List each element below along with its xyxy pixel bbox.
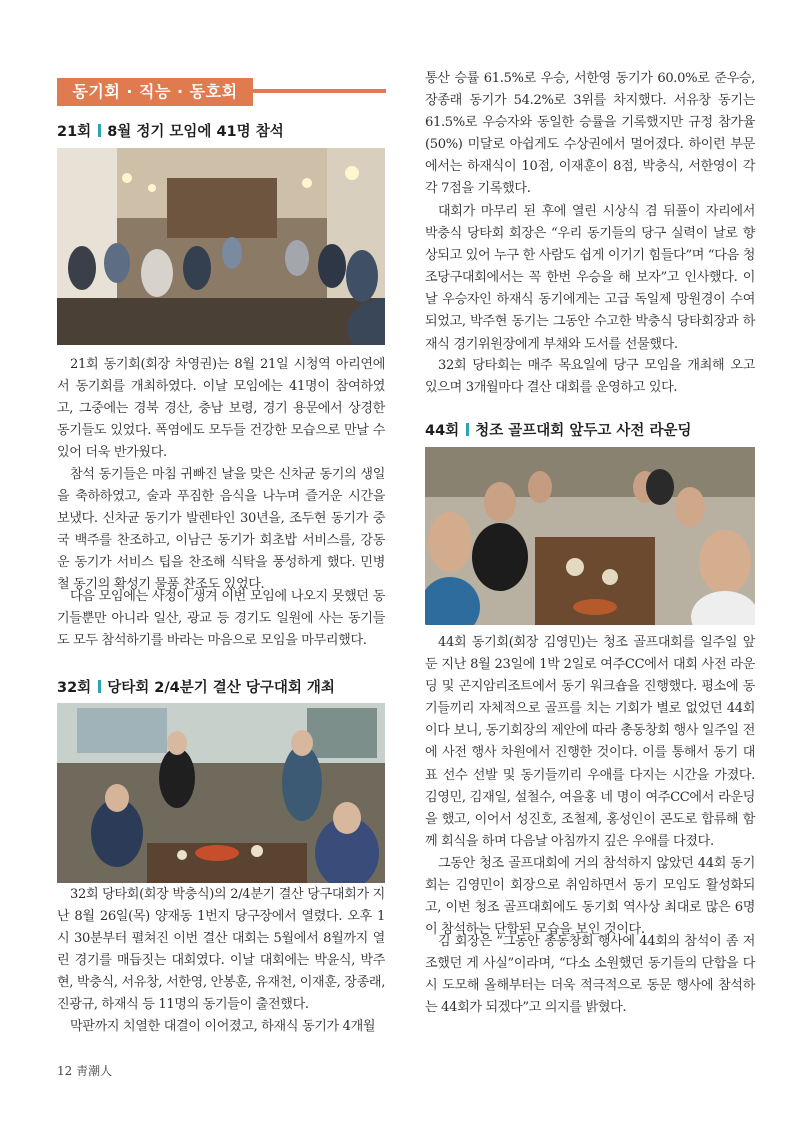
article-21-paragraph-3: 다음 모임에는 사정이 생겨 이번 모임에 나오지 못했던 동기들뿐만 아니라 일산, 광교 등 경기도 일원에 사는 동기들도 모두 참석하기를 바라는 마음으로 모임을 마무리했다.: [57, 589, 385, 649]
article-21-title: 8월 정기 모임에 41명 참석: [107, 124, 284, 140]
article-21-paragraph-2: 참석 동기들은 마침 귀빠진 날을 맞은 신차균 동기의 생일을 축하하였고, 술과 푸짐한 음식을 나누며 즐거운 시간을 보냈다. 신차균 동기가 발렌타인 30년을, 조두현 동기가 중국 백주를 찬조하고, 이남근 동기가 회초밥 서비스를, 강동운 동기가 서비스 팁을 찬조해 식탁을 풍성하게 했다. 민병철 동기의 확성기 물품 찬조도 있었다.: [57, 467, 385, 593]
article-32-photo: [57, 703, 385, 883]
article-32-paragraph-2: 막판까지 치열한 대결이 이어졌고, 하재식 동기가 4개월: [70, 1019, 376, 1034]
article-32-continuation-1: 통산 승률 61.5%로 우승, 서한영 동기가 60.0%로 준우승, 장종래 동기가 54.2%로 3위를 차지했다. 서유창 동기는 61.5%로 우승자와 동일한 승률을 기록했지만 규정 참가율(50%) 미달로 아쉽게도 수상권에서 멀어졌다. 하이런 부문에서는 하재식이 10점, 이재훈이 8점, 박충식, 서한영이 각각 7점을 기록했다.: [425, 71, 755, 197]
article-32-heading: [57, 676, 335, 697]
article-44-number: 44회: [425, 423, 460, 439]
article-32-number: 32회: [57, 680, 92, 696]
article-44-paragraph-2: 그동안 청조 골프대회에 거의 참석하지 않았던 44회 동기회는 김영민이 회장으로 취임하면서 동기 모임도 활성화되고, 이번 청조 골프대회에도 동기회 역사상 최대로 많은 6명이 참석하는 단합된 모습을 보인 것이다.: [425, 856, 755, 938]
article-21-number: 21회: [57, 124, 92, 140]
heading-bar-icon: [98, 680, 101, 693]
article-21-paragraph-1: 21회 동기회(회장 차영권)는 8월 21일 시청역 아리연에서 동기회를 개최하였다. 이날 모임에는 41명이 참여하였고, 그중에는 경북 경산, 충남 보령, 경기 용문에서 상경한 동기들도 있었다. 폭염에도 모두들 건강한 모습으로 만날 수 있어 더욱 반가웠다.: [57, 357, 385, 461]
article-21-photo: [57, 148, 385, 345]
section-title-rule: [253, 89, 386, 93]
article-32-continuation-3: 32회 당타회는 매주 목요일에 당구 모임을 개최해 오고 있으며 3개월마다 결산 대회를 운영하고 있다.: [425, 358, 755, 396]
article-44-title: 청조 골프대회 앞두고 사전 라운딩: [475, 423, 692, 439]
article-32-continuation-2: 대회가 마무리 된 후에 열린 시상식 겸 뒤풀이 자리에서 박충식 당타회 회장은 “우리 동기들의 당구 실력이 날로 향상되고 있어 누구 한 사람도 쉽게 이기기 힘들다”며 “다음 청조당구대회에서는 꼭 한번 우승을 해 보자”고 인사했다. 이날 우승자인 하재식 동기에게는 고급 독일제 망원경이 수여되었고, 박주현 동기는 그동안 수고한 박충식 당타회장과 하재식 경기위원장에게 부채와 도서를 선물했다.: [425, 204, 755, 352]
article-44-paragraph-1: 44회 동기회(회장 김영민)는 청조 골프대회를 일주일 앞둔 지난 8월 23일에 1박 2일로 여주CC에서 대회 사전 라운딩 및 곤지암리조트에서 동기 워크숍을 진행했다. 평소에 동기들끼리 자체적으로 골프를 치는 기회가 별로 없었던 44회이다 보니, 동기회장의 제안에 따라 총동창회 행사 일주일 전에 사전 행사 차원에서 진행한 것이다. 이를 통해서 동기 대표 선수 선발 및 동기들끼리 우애를 다지는 시간을 가졌다. 김영민, 김재일, 설철수, 여을홍 네 명이 여주CC에서 라운딩을 했고, 이어서 성진호, 조철제, 홍성인이 콘도로 합류해 함께 회식을 하며 다음날 아침까지 깊은 우애를 다졌다.: [425, 635, 755, 849]
article-32-title: 당타회 2/4분기 결산 당구대회 개최: [107, 680, 335, 696]
section-title: 동기회 · 직능 · 동호회: [57, 78, 253, 106]
heading-bar-icon: [466, 423, 469, 436]
page-footer: 12 靑潮人: [57, 1064, 113, 1078]
article-44-paragraph-3: 김 회장은 “그동안 총동창회 행사에 44회의 참석이 좀 저조했던 게 사실”이라며, “다소 소원했던 동기들의 단합을 다시 도모해 올해부터는 더욱 적극적으로 동문 행사에 참석하는 44회가 되겠다”고 의지를 밝혔다.: [425, 934, 755, 1016]
article-44-photo: [425, 447, 755, 625]
article-21-heading: [57, 120, 284, 141]
heading-bar-icon: [98, 124, 101, 137]
article-44-heading: [425, 419, 691, 440]
article-32-paragraph-1: 32회 당타회(회장 박충식)의 2/4분기 결산 당구대회가 지난 8월 26일(목) 양재동 1번지 당구장에서 열렸다. 오후 1시 30분부터 펼쳐진 이번 결산 대회는 5월에서 8월까지 열린 경기를 매듭짓는 대회였다. 이날 대회에는 박윤식, 박주현, 박충식, 서유창, 서한영, 안봉훈, 유재천, 이재훈, 장종래, 진광규, 하재식 등 11명의 동기들이 출전했다.: [57, 887, 385, 1013]
